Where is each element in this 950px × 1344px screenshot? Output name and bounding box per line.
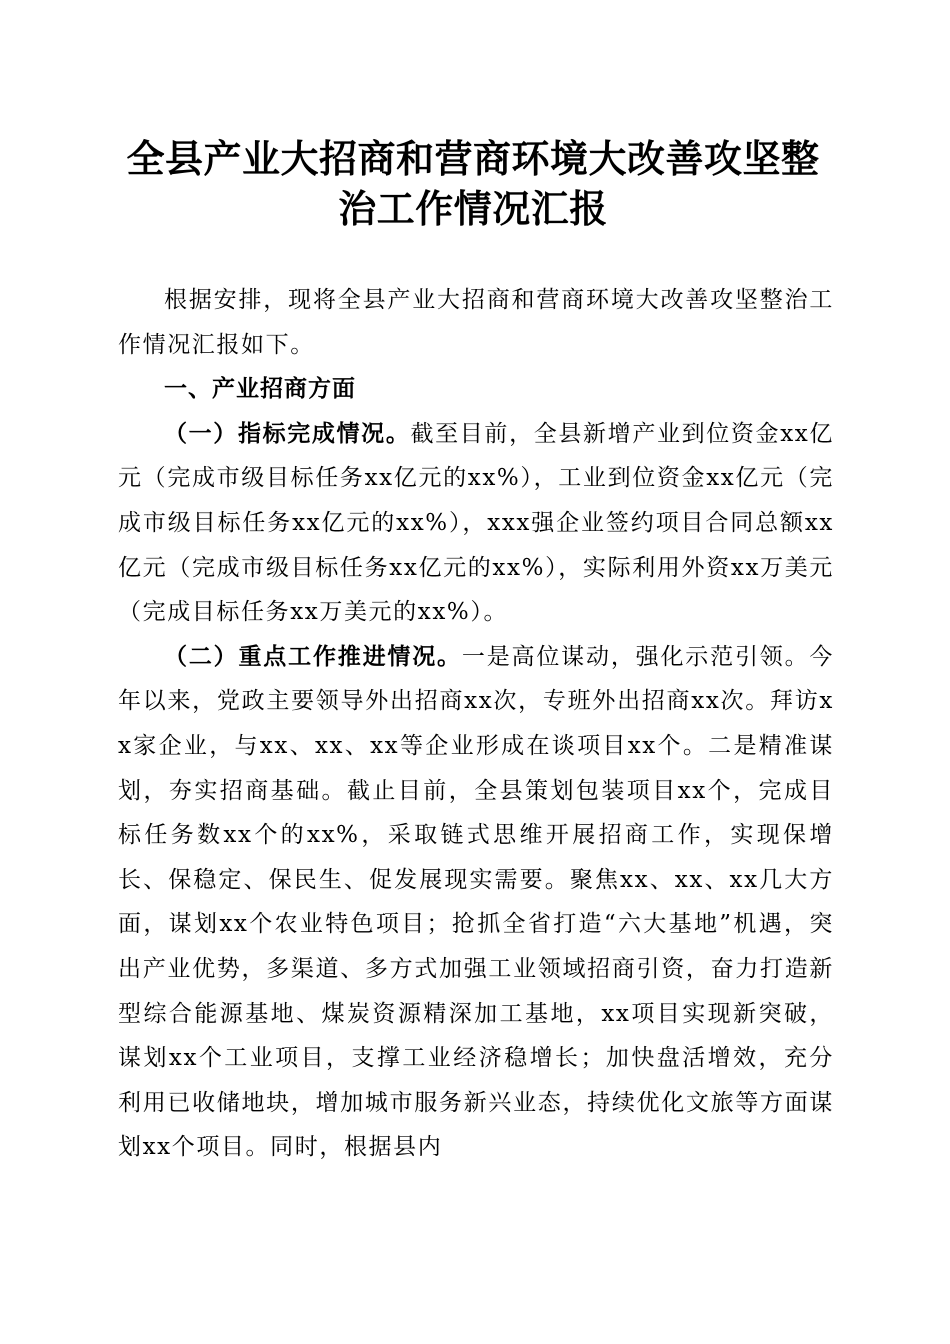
intro-paragraph: 根据安排，现将全县产业大招商和营商环境大改善攻坚整治工作情况汇报如下。: [118, 287, 834, 358]
indicator-text: 截至目前，全县新增产业到位资金xx亿元（完成市级目标任务xx亿元的xx%），工业到位资金xx亿元（完成市级目标任务xx亿元的xx%），xxx强企业签约项目合同总额xx亿元（完成市级目标任务xx亿元的xx%），实际利用外资xx万美元（完成目标任务xx万美元的xx%）。: [118, 420, 834, 626]
progress-text: 一是高位谋动，强化示范引领。今年以来，党政主要领导外出招商xx次，专班外出招商xx次。拜访xx家企业，与xx、xx、xx等企业形成在谈项目xx个。二是精准谋划，夯实招商基础。截止目前，全县策划包装项目xx个，完成目标任务数xx个的xx%，采取链式思维开展招商工作，实现保增长、保稳定、保民生、促发展现实需要。聚焦xx、xx、xx几大方面，谋划xx个农业特色项目；抢抓全省打造“六大基地”机遇，突出产业优势，多渠道、多方式加强工业领域招商引资，奋力打造新型综合能源基地、煤炭资源精深加工基地，xx项目实现新突破，谋划xx个工业项目，支撑工业经济稳增长；加快盘活增效，充分利用已收储地块，增加城市服务新兴业态，持续优化文旅等方面谋划xx个项目。同时，根据县内: [118, 643, 835, 1161]
document-title: 全县产业大招商和营商环境大改善攻坚整治工作情况汇报: [126, 136, 820, 231]
progress-paragraph: [118, 635, 834, 1170]
progress-lead: （二）重点工作推进情况。: [164, 642, 462, 670]
indicator-paragraph: [118, 412, 834, 635]
section-heading: 一、产业招商方面: [164, 376, 356, 403]
document-body: [118, 278, 834, 1170]
indicator-lead: （一）指标完成情况。: [164, 419, 411, 447]
